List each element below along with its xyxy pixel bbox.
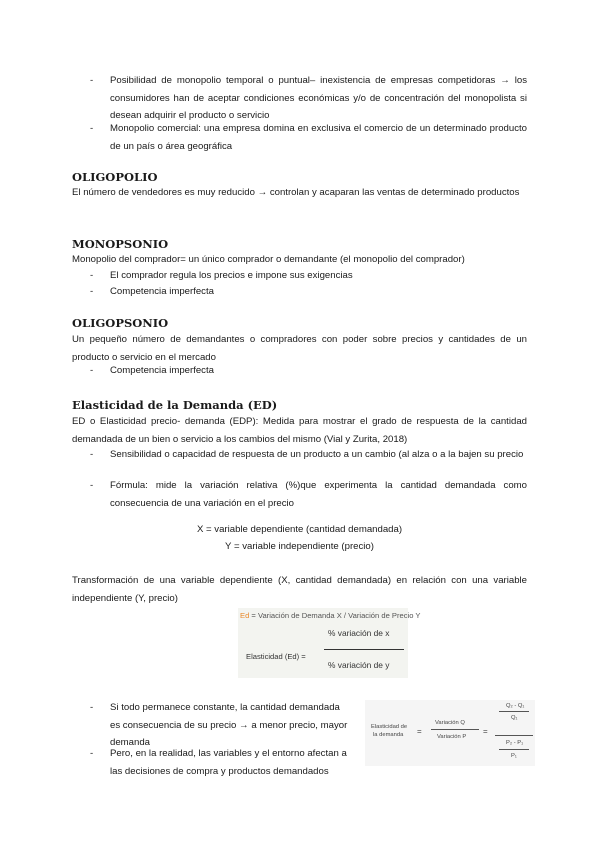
bullet-text: Competencia imperfecta xyxy=(110,286,214,297)
bullet-realidad xyxy=(90,745,360,780)
bullet-dash: - xyxy=(90,123,94,134)
paragraph-monopsonio: Monopolio del comprador= un único comprador o demandante (el monopolio del comprador) xyxy=(72,254,465,265)
fig2-label-1: Elasticidad de xyxy=(371,724,408,730)
bullet-dash: - xyxy=(90,702,94,713)
fig2-line-1 xyxy=(431,729,479,730)
variable-y: Y = variable independiente (precio) xyxy=(225,541,374,552)
fig2-q-base: Q₁ xyxy=(511,715,518,721)
ed-formula: = Variación de Demanda X / Variación de Precio Y xyxy=(249,611,421,620)
formula-numerator: % variación de x xyxy=(328,628,390,638)
bullet-dash: - xyxy=(90,449,94,460)
bullet-oligopsonio-1 xyxy=(90,362,527,380)
heading-oligopolio: OLIGOPOLIO xyxy=(72,170,158,184)
bullet-monopsonio-2 xyxy=(90,283,527,301)
paragraph-elasticidad: ED o Elasticidad precio- demanda (EDP): Medida para mostrar el grado de respuesta de la cantidad demandada de un bien o servicio a los cambios del mismo (Vial y Zurita, 2018) xyxy=(72,416,527,445)
formula-image-variacion xyxy=(365,700,535,766)
bullet-monopolio-comercial xyxy=(90,120,527,155)
bullet-text: Posibilidad de monopolio temporal o puntual– inexistencia de empresas competidoras → los consumidores han de aceptar condiciones económicas y/o de concentración del monopolista si desean adquirir el producto o servicio xyxy=(110,75,527,121)
bullet-text: Competencia imperfecta xyxy=(110,365,214,376)
bullet-text: Fórmula: mide la variación relativa (%)que experimenta la cantidad demandada como consecuencia de una variación en el precio xyxy=(110,480,527,509)
heading-monopsonio: MONOPSONIO xyxy=(72,237,169,251)
formula-image-elasticidad xyxy=(238,608,421,678)
bullet-monopsonio-1 xyxy=(90,267,527,285)
bullet-dash: - xyxy=(90,480,94,491)
fig2-line-3 xyxy=(499,749,529,750)
formula-label: Elasticidad (Ed) = xyxy=(246,652,306,661)
bullet-text: El comprador regula los precios e impone sus exigencias xyxy=(110,270,353,281)
formula-title xyxy=(240,611,420,620)
fig2-equals-2: = xyxy=(483,727,488,736)
fig2-num: Variación Q xyxy=(435,720,465,726)
bullet-text: Pero, en la realidad, las variables y el entorno afectan a las decisiones de compra y productos demandados xyxy=(110,748,347,777)
fig2-den: Variación P xyxy=(437,734,467,740)
bullet-dash: - xyxy=(90,365,94,376)
bullet-constante xyxy=(90,699,352,752)
fraction-line xyxy=(324,649,404,650)
bullet-text: Si todo permanece constante, la cantidad demandada es consecuencia de su precio → a menor precio, mayor demanda xyxy=(110,702,348,748)
bullet-dash: - xyxy=(90,286,94,297)
fig2-line-main xyxy=(495,735,533,736)
bullet-dash: - xyxy=(90,748,94,759)
fig2-equals-1: = xyxy=(417,727,422,736)
variable-x: X = variable dependiente (cantidad demandada) xyxy=(196,524,403,535)
bullet-text: Sensibilidad o capacidad de respuesta de un producto a un cambio (al alza o a la bajen su precio xyxy=(110,449,524,460)
fig2-q-diff: Q₂ - Q₁ xyxy=(506,703,525,709)
paragraph-transformacion: Transformación de una variable dependiente (X, cantidad demandada) en relación con una variable independiente (Y, precio) xyxy=(72,575,527,604)
paragraph-oligopsonio: Un pequeño número de demandantes o compradores con poder sobre precios y cantidades de un producto o servicio en el mercado xyxy=(72,334,527,363)
fig2-p-base: P₁ xyxy=(511,753,517,759)
heading-elasticidad: Elasticidad de la Demanda (ED) xyxy=(72,398,278,412)
bullet-elasticidad-2 xyxy=(90,477,527,512)
heading-oligopsonio: OLIGOPSONIO xyxy=(72,316,169,330)
ed-label: Ed xyxy=(240,611,250,620)
paragraph-oligopolio: El número de vendedores es muy reducido → controlan y acaparan las ventas de determinado productos xyxy=(72,187,520,198)
bullet-dash: - xyxy=(90,270,94,281)
bullet-elasticidad-1 xyxy=(90,446,527,464)
fig2-line-2 xyxy=(499,711,529,712)
formula-denominator: % variación de y xyxy=(328,660,390,670)
fig2-label-2: la demanda xyxy=(373,732,404,738)
bullet-text: Monopolio comercial: una empresa domina en exclusiva el comercio de un determinado producto de un país o área geográfica xyxy=(110,123,527,152)
bullet-monopolio-temporal xyxy=(90,72,527,125)
fig2-p-diff: P₂ - P₁ xyxy=(506,740,524,746)
bullet-dash: - xyxy=(90,75,94,86)
